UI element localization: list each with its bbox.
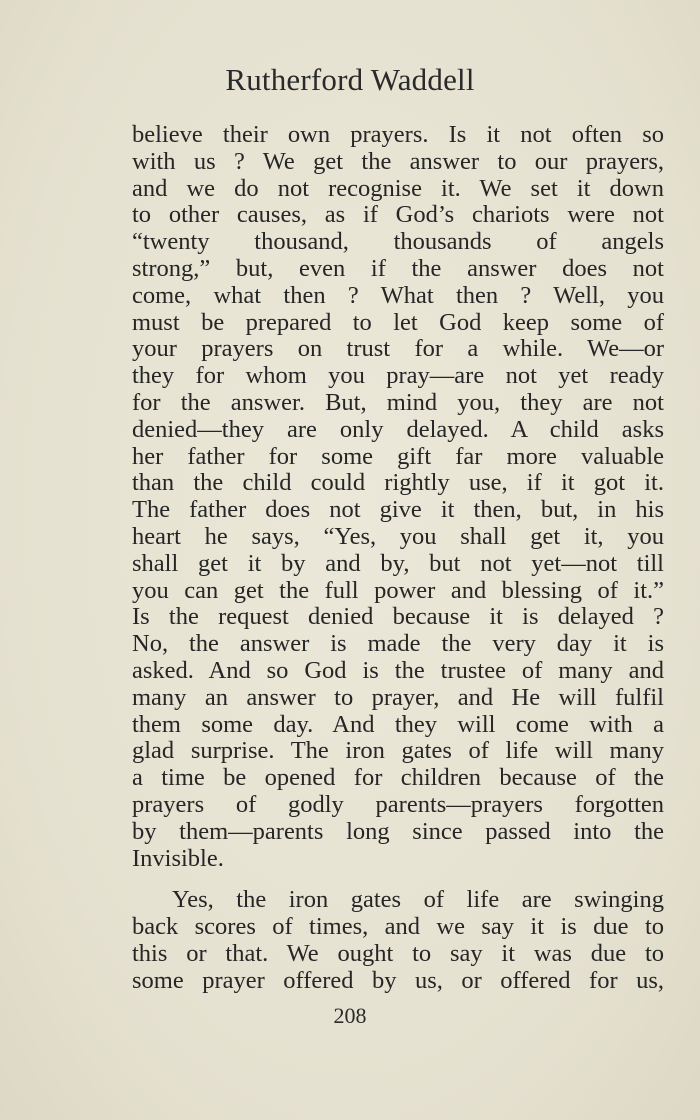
text-line: some prayer offered by us, or offered for us, xyxy=(132,966,664,994)
text-line: shall get it by and by, but not yet—not till xyxy=(132,549,664,577)
text-line: Is the request denied because it is delayed ? xyxy=(132,603,664,631)
text-line: back scores of times, and we say it is due to xyxy=(132,913,664,941)
running-head: Rutherford Waddell xyxy=(225,62,475,97)
text-line: prayers of godly parents—prayers forgotten xyxy=(132,790,664,818)
text-line: than the child could rightly use, if it got it. xyxy=(132,469,664,497)
text-line: denied—they are only delayed. A child asks xyxy=(132,415,664,443)
text-line: believe their own prayers. Is it not often so xyxy=(132,121,664,148)
text-line: with us ? We get the answer to our prayers, xyxy=(132,147,664,175)
text-line: “twenty thousand, thousands of angels xyxy=(132,228,664,256)
text-line: heart he says, “Yes, you shall get it, you xyxy=(132,522,664,550)
body-text xyxy=(132,122,664,995)
text-line: a time be opened for children because of the xyxy=(132,764,664,792)
text-line: and we do not recognise it. We set it down xyxy=(132,174,664,202)
text-line: strong,” but, even if the answer does not xyxy=(132,254,664,282)
text-line: they for whom you pray—are not yet ready xyxy=(132,362,664,390)
text-line: your prayers on trust for a while. We—or xyxy=(132,335,664,363)
text-line: you can get the full power and blessing of it.” xyxy=(132,576,664,604)
text-line: glad surprise. The iron gates of life will many xyxy=(132,737,664,765)
text-line: come, what then ? What then ? Well, you xyxy=(132,281,664,309)
text-line: by them—parents long since passed into the xyxy=(132,817,664,845)
page-number: 208 xyxy=(333,1003,367,1028)
text-line: them some day. And they will come with a xyxy=(132,710,664,738)
text-line: The father does not give it then, but, in his xyxy=(132,496,664,524)
paragraph-2 xyxy=(132,887,664,994)
text-line: No, the answer is made the very day it is xyxy=(132,630,664,658)
text-line: Yes, the iron gates of life are swinging xyxy=(172,886,664,914)
text-line: Invisible. xyxy=(132,844,224,872)
text-line: to other causes, as if God’s chariots were not xyxy=(132,201,664,229)
text-line: many an answer to prayer, and He will fulfil xyxy=(132,683,664,711)
text-line: must be prepared to let God keep some of xyxy=(132,308,664,336)
text-line: for the answer. But, mind you, they are not xyxy=(132,388,664,416)
text-line: her father for some gift far more valuable xyxy=(132,442,664,470)
text-line: this or that. We ought to say it was due to xyxy=(132,939,664,967)
paragraph-1 xyxy=(132,122,664,872)
text-line: asked. And so God is the trustee of many and xyxy=(132,656,664,684)
paragraph-gap xyxy=(132,872,664,887)
